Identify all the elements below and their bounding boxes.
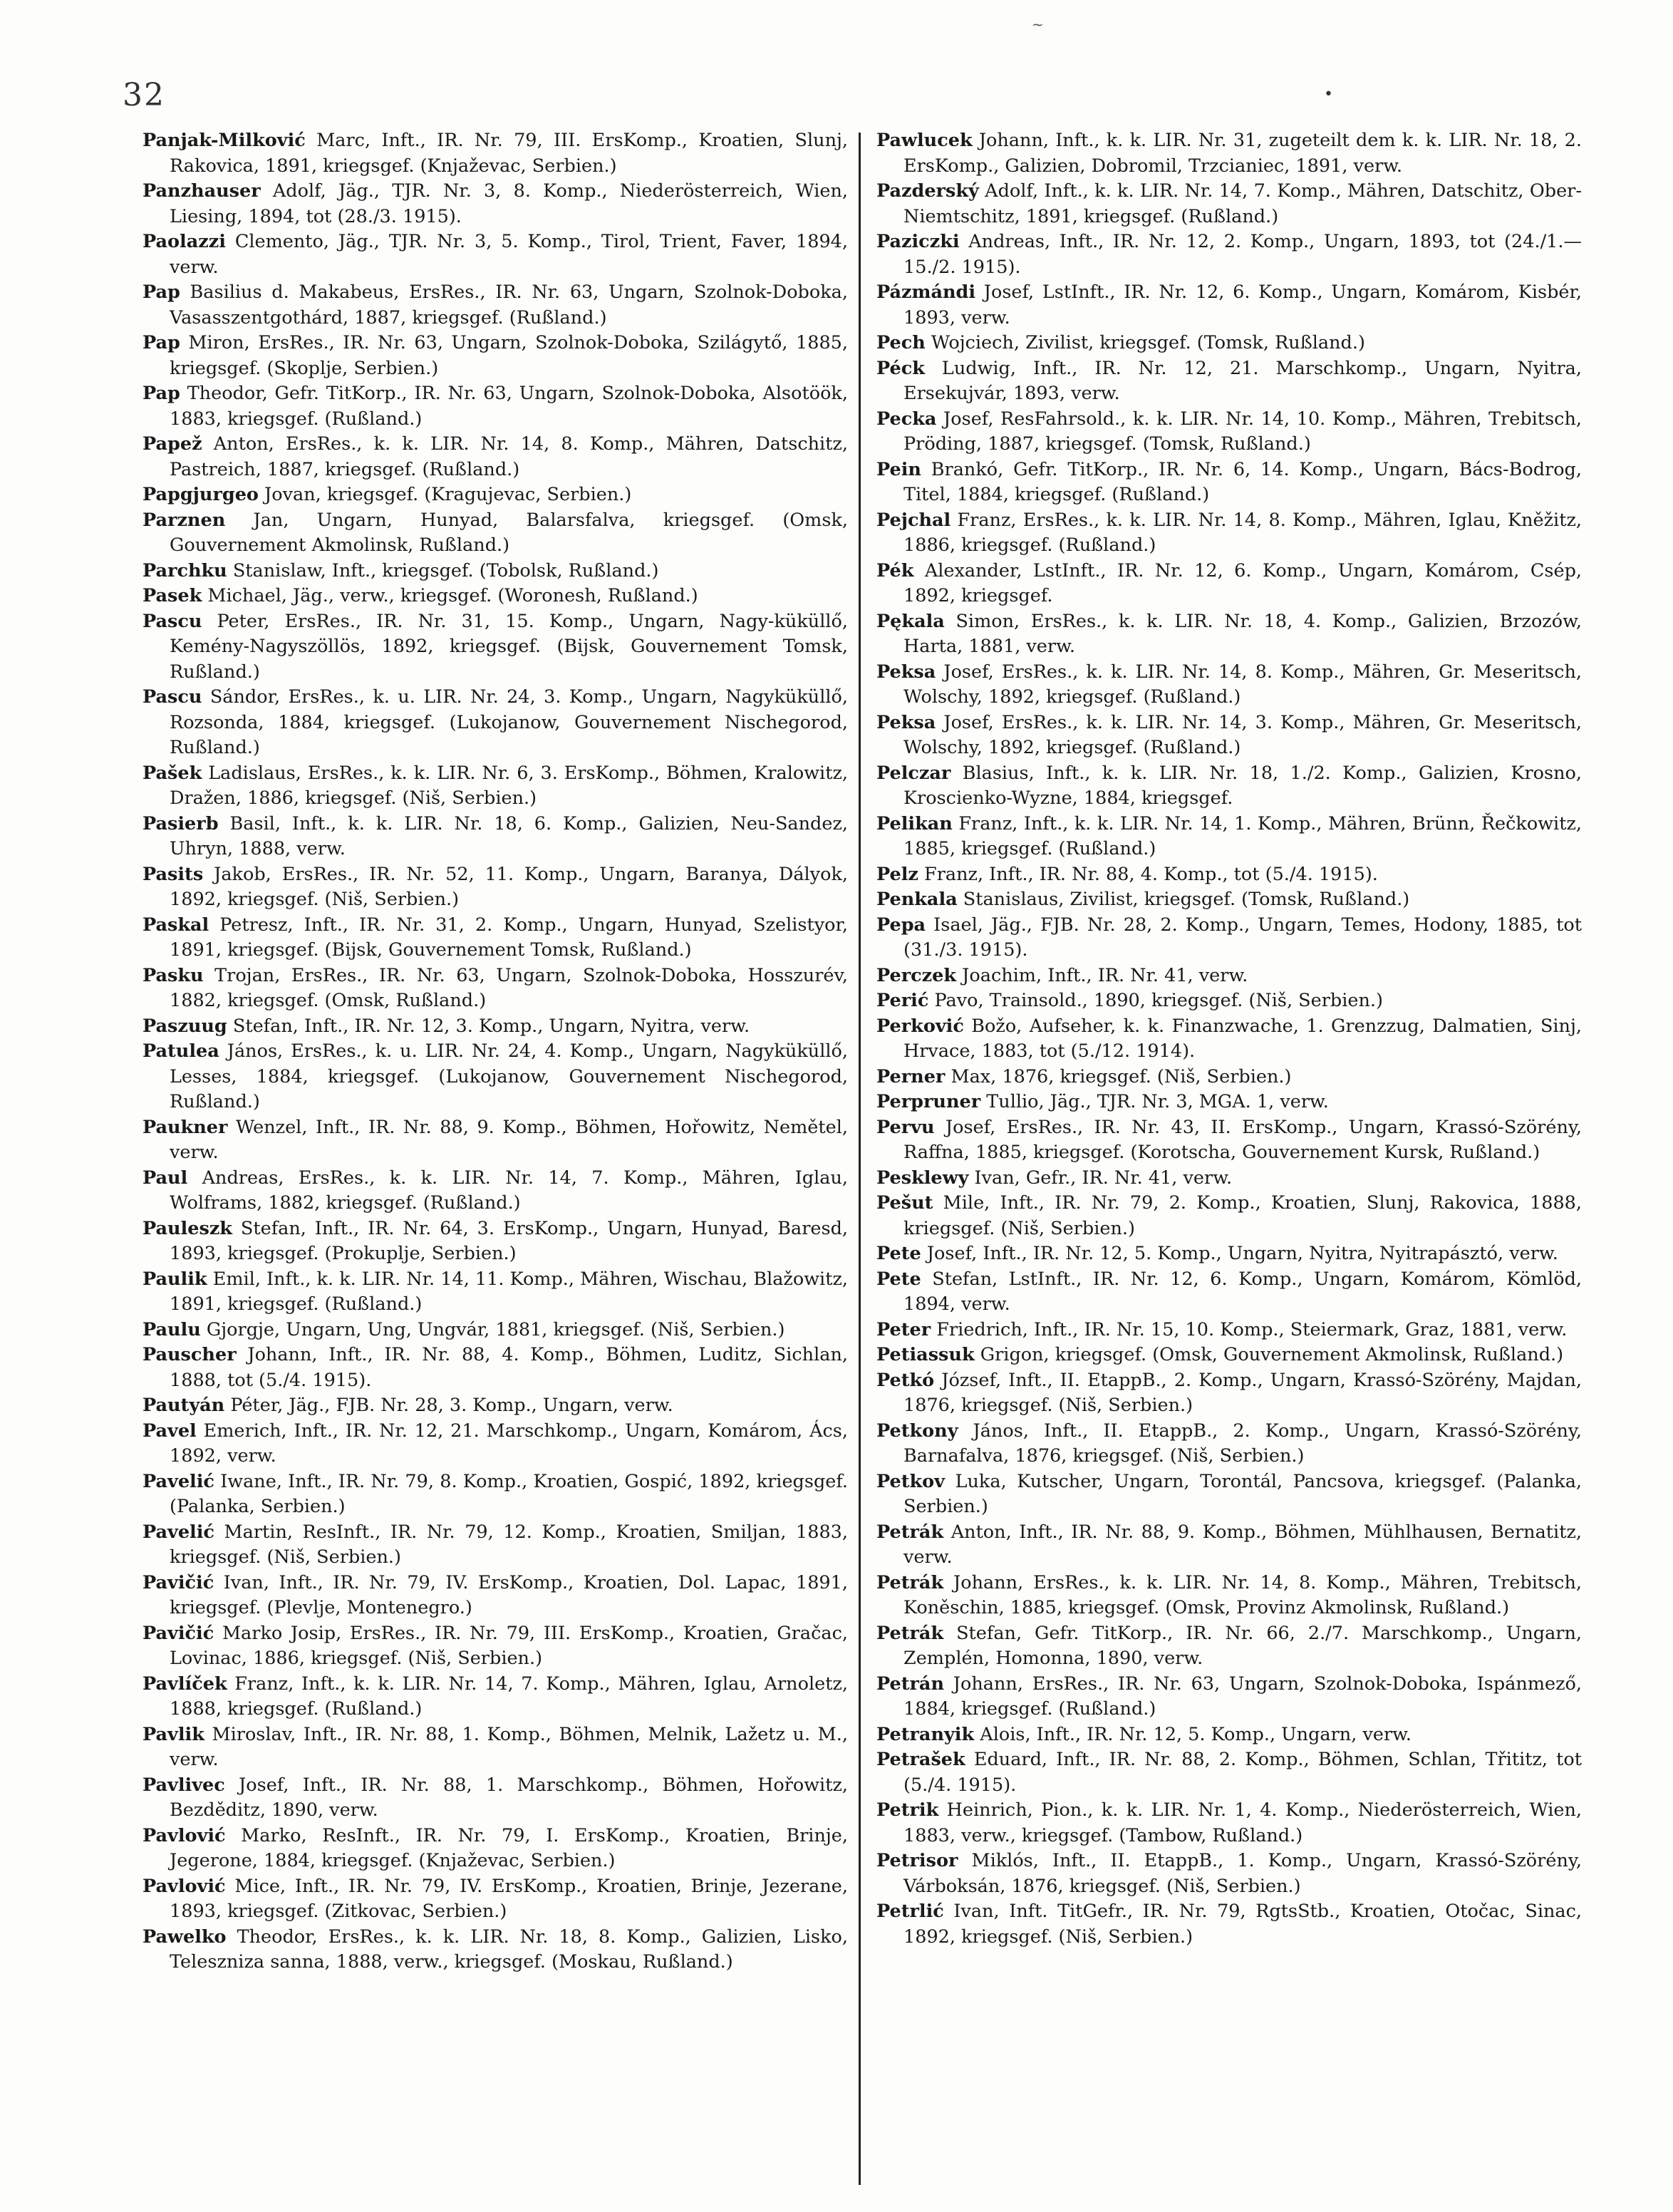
entry-details: Emerich, Inft., IR. Nr. 12, 21. Marschkomp., Ungarn, Komárom, Ács, 1892, verw. [170,1420,848,1467]
entry-surname: Pavičić [143,1571,214,1593]
entry-details: Emil, Inft., k. k. LIR. Nr. 14, 11. Komp., Mähren, Wischau, Blažowitz, 1891, kriegsgef. (Rußland.) [170,1268,848,1315]
list-entry [876,1798,1582,1849]
entry-surname: Pervu [876,1116,935,1138]
list-entry [876,862,1582,888]
entry-surname: Pawelko [143,1926,227,1948]
list-entry [876,963,1582,989]
entry-surname: Peter [876,1318,931,1340]
entry-details: Marko, ResInft., IR. Nr. 79, I. ErsKomp., Kroatien, Brinje, Jegerone, 1884, kriegsgef. (Knjaževac, Serbien.) [170,1824,848,1871]
entry-details: Heinrich, Pion., k. k. LIR. Nr. 1, 4. Komp., Niederösterreich, Wien, 1883, verw., kriegsgef. (Tambow, Rußland.) [903,1799,1582,1846]
entry-surname: Paskal [143,914,209,936]
entry-surname: Pavlik [143,1723,204,1745]
entry-surname: Pavelić [143,1521,214,1543]
entry-surname: Pesklewy [876,1167,969,1189]
entry-surname: Pascu [143,686,202,708]
entry-details: Josef, ErsRes., k. k. LIR. Nr. 14, 8. Komp., Mähren, Gr. Meseritsch, Wolschy, 1892, kriegsgef. (Rußland.) [903,661,1582,708]
entry-surname: Pavlíček [143,1673,227,1695]
entry-surname: Petkony [876,1420,958,1442]
entry-surname: Paolazzi [143,231,226,252]
entry-surname: Pelczar [876,762,951,784]
entry-surname: Pawlucek [876,130,973,151]
entry-details: Joachim, Inft., IR. Nr. 41, verw. [956,964,1248,986]
entry-surname: Pap [143,332,180,353]
list-entry [143,1393,848,1419]
list-entry [143,1267,848,1318]
list-entry [143,1115,848,1166]
entry-surname: Pasek [143,585,202,606]
list-entry [143,685,848,761]
entry-details: János, Inft., II. EtappB., 2. Komp., Ungarn, Krassó-Szörény, Barnafalva, 1876, kriegsgef. (Niš, Serbien.) [903,1420,1582,1467]
list-entry [143,1773,848,1824]
entry-surname: Pascu [143,610,202,632]
entry-details: Josef, ErsRes., k. k. LIR. Nr. 14, 3. Komp., Mähren, Gr. Meseritsch, Wolschy, 1892, kriegsgef. (Rußland.) [903,711,1582,758]
list-entry [876,1899,1582,1950]
list-entry [876,1621,1582,1672]
list-entry [143,331,848,381]
entry-details: Grigon, kriegsgef. (Omsk, Gouvernement Akmolinsk, Rußland.) [974,1344,1564,1365]
entry-details: Josef, ResFahrsold., k. k. LIR. Nr. 14, 10. Komp., Mähren, Trebitsch, Pröding, 1887, kriegsgef. (Tomsk, Rußland.) [903,408,1582,455]
entry-details: Anton, ErsRes., k. k. LIR. Nr. 14, 8. Komp., Mähren, Datschitz, Pastreich, 1887, kriegsgef. (Rußland.) [170,433,848,480]
entry-surname: Pavlović [143,1824,226,1846]
entry-surname: Petrán [876,1673,944,1695]
list-entry [876,1191,1582,1241]
list-entry [876,609,1582,660]
entry-surname: Petrlić [876,1901,944,1922]
entry-surname: Petrák [876,1622,944,1644]
list-entry [143,812,848,862]
list-entry [876,280,1582,331]
entry-details: Ludwig, Inft., IR. Nr. 12, 21. Marschkomp., Ungarn, Nyitra, Ersekujvár, 1893, verw. [903,357,1582,404]
entry-surname: Papež [143,433,202,455]
list-entry [143,761,848,812]
entry-surname: Paukner [143,1116,228,1138]
entry-details: Trojan, ErsRes., IR. Nr. 63, Ungarn, Szolnok-Doboka, Hosszurév, 1882, kriegsgef. (Omsk, Rußland.) [170,964,848,1011]
entry-surname: Paszuug [143,1015,227,1037]
entry-surname: Pein [876,458,921,480]
entry-surname: Pech [876,332,926,353]
entry-details: Alexander, LstInft., IR. Nr. 12, 6. Komp., Ungarn, Komárom, Csép, 1892, kriegsgef. [903,559,1582,606]
entry-surname: Pék [876,559,914,582]
entry-details: Brankó, Gefr. TitKorp., IR. Nr. 6, 14. Komp., Ungarn, Bács-Bodrog, Titel, 1884, kriegsgef. (Rußland.) [903,458,1582,505]
list-entry [876,660,1582,710]
entry-surname: Petkov [876,1470,945,1492]
entry-details: Sándor, ErsRes., k. u. LIR. Nr. 24, 3. Komp., Ungarn, Nagyküküllő, Rozsonda, 1884, kriegsgef. (Lukojanow, Gouvernement Nischegorod, Rußland.) [170,686,848,758]
entry-details: Johann, Inft., k. k. LIR. Nr. 31, zugeteilt dem k. k. LIR. Nr. 18, 2. ErsKomp., Galizien, Dobromil, Trzcianiec, 1891, verw. [903,130,1582,177]
scan-mark: ~ [1032,16,1044,33]
entry-surname: Pap [143,383,180,404]
entry-details: Iwane, Inft., IR. Nr. 79, 8. Komp., Kroatien, Gospić, 1892, kriegsgef. (Palanka, Serbien.) [170,1470,848,1517]
list-entry [876,229,1582,280]
entry-details: Pavo, Trainsold., 1890, kriegsgef. (Niš, Serbien.) [928,990,1383,1011]
entry-details: Max, 1876, kriegsgef. (Niš, Serbien.) [945,1065,1292,1087]
entry-surname: Perković [876,1015,964,1037]
entry-details: Stanislaw, Inft., kriegsgef. (Tobolsk, Rußland.) [227,559,659,582]
entry-details: Theodor, Gefr. TitKorp., IR. Nr. 63, Ungarn, Szolnok-Doboka, Alsotöök, 1883, kriegsgef. (Rußland.) [170,383,848,430]
list-entry [876,913,1582,963]
list-entry [143,1318,848,1343]
entry-details: Ivan, Gefr., IR. Nr. 41, verw. [968,1167,1233,1189]
list-entry [143,1621,848,1672]
entry-surname: Perczek [876,964,957,986]
entry-details: Josef, Inft., IR. Nr. 88, 1. Marschkomp., Böhmen, Hořowitz, Bezděditz, 1890, verw. [170,1774,848,1821]
list-entry [143,1014,848,1040]
list-entry [143,559,848,584]
list-entry [143,1039,848,1115]
entry-details: Miroslav, Inft., IR. Nr. 88, 1. Komp., Böhmen, Melnik, Lažetz u. M., verw. [170,1723,848,1770]
list-entry [143,1166,848,1216]
right-column [876,128,1582,1950]
list-entry [876,1115,1582,1166]
list-entry [143,1571,848,1621]
entry-surname: Pete [876,1268,921,1290]
entry-details: Johann, Inft., IR. Nr. 88, 4. Komp., Böhmen, Luditz, Sichlan, 1888, tot (5./4. 1915). [170,1344,848,1391]
entry-details: Friedrich, Inft., IR. Nr. 15, 10. Komp., Steiermark, Graz, 1881, verw. [931,1318,1568,1340]
entry-surname: Petrák [876,1521,944,1543]
entry-surname: Panzhauser [143,180,261,202]
list-entry [143,1343,848,1393]
entry-surname: Pap [143,281,180,303]
entry-surname: Pelikan [876,812,953,834]
entry-details: Wojciech, Zivilist, kriegsgef. (Tomsk, Rußland.) [925,332,1365,353]
entry-details: Martin, ResInft., IR. Nr. 79, 12. Komp., Kroatien, Smiljan, 1883, kriegsgef. (Niš, Serbien.) [170,1521,848,1568]
entry-surname: Panjak-Milković [143,130,306,151]
entry-surname: Penkala [876,889,958,910]
entry-details: Jakob, ErsRes., IR. Nr. 52, 11. Komp., Ungarn, Baranya, Dályok, 1892, kriegsgef. (Niš, Serbien.) [170,863,848,910]
list-entry [876,761,1582,812]
entry-details: Péter, Jäg., FJB. Nr. 28, 3. Komp., Ungarn, verw. [224,1395,673,1416]
entry-details: Andreas, ErsRes., k. k. LIR. Nr. 14, 7. Komp., Mähren, Iglau, Wolframs, 1882, kriegsgef. (Rußland.) [170,1167,848,1214]
list-entry [876,1318,1582,1343]
entry-details: Wenzel, Inft., IR. Nr. 88, 9. Komp., Böhmen, Hořowitz, Nemětel, verw. [170,1116,848,1163]
list-entry [876,1368,1582,1419]
entry-surname: Pauscher [143,1344,237,1365]
list-entry [876,1267,1582,1318]
list-entry [143,1722,848,1773]
entry-surname: Paziczki [876,231,960,252]
entry-surname: Petrašek [876,1749,965,1770]
entry-surname: Pelz [876,863,918,885]
entry-details: Ivan, Inft. TitGefr., IR. Nr. 79, RgtsStb., Kroatien, Otočac, Sinac, 1892, kriegsgef. (Niš, Serbien.) [903,1901,1582,1948]
list-entry [143,1824,848,1874]
entry-details: Mice, Inft., IR. Nr. 79, IV. ErsKomp., Kroatien, Brinje, Jezerane, 1893, kriegsgef. (Zitkovac, Serbien.) [170,1875,848,1922]
list-entry [876,1722,1582,1748]
entry-details: Isael, Jäg., FJB. Nr. 28, 2. Komp., Ungarn, Temes, Hodony, 1885, tot (31./3. 1915). [903,914,1582,961]
entry-details: Peter, ErsRes., IR. Nr. 31, 15. Komp., Ungarn, Nagy-küküllő, Kemény-Nagyszöllös, 1892, kriegsgef. (Bijsk, Gouvernement Tomsk, Rußland.) [170,610,848,683]
entry-details: Basil, Inft., k. k. LIR. Nr. 18, 6. Komp., Galizien, Neu-Sandez, Uhryn, 1888, verw. [170,812,848,859]
entry-surname: Paul [143,1167,188,1189]
entry-surname: Péck [876,357,925,379]
list-entry [143,381,848,432]
entry-surname: Pepa [876,914,926,936]
entry-details: Franz, ErsRes., k. k. LIR. Nr. 14, 8. Komp., Mähren, Iglau, Kněžitz, 1886, kriegsgef. (Rußland.) [903,509,1582,556]
entry-surname: Peksa [876,661,936,683]
entry-surname: Petrák [876,1571,944,1593]
list-entry [143,963,848,1014]
entry-details: József, Inft., II. EtappB., 2. Komp., Ungarn, Krassó-Szörény, Majdan, 1876, kriegsgef. (Niš, Serbien.) [903,1369,1582,1416]
entry-details: Andreas, Inft., IR. Nr. 12, 2. Komp., Ungarn, 1893, tot (24./1.—15./2. 1915). [903,231,1582,278]
entry-surname: Pasierb [143,812,219,834]
list-entry [876,1747,1582,1798]
entry-details: Ivan, Inft., IR. Nr. 79, IV. ErsKomp., Kroatien, Dol. Lapac, 1891, kriegsgef. (Plevlje, Montenegro.) [170,1571,848,1618]
entry-details: Theodor, ErsRes., k. k. LIR. Nr. 18, 8. Komp., Galizien, Lisko, Teleszniza sanna, 1888, verw., kriegsgef. (Moskau, Rußland.) [170,1926,848,1973]
list-entry [143,1469,848,1520]
entry-details: Anton, Inft., IR. Nr. 88, 9. Komp., Böhmen, Mühlhausen, Bernatitz, verw. [903,1521,1582,1568]
list-entry [143,584,848,609]
entry-surname: Petrisor [876,1850,958,1871]
entry-surname: Pázmándi [876,281,976,303]
list-entry [143,432,848,482]
entry-details: Luka, Kutscher, Ungarn, Torontál, Pancsova, kriegsgef. (Palanka, Serbien.) [903,1470,1582,1517]
entry-surname: Pavel [143,1420,197,1442]
list-entry [876,988,1582,1014]
entry-surname: Pauleszk [143,1217,232,1239]
list-entry [876,356,1582,407]
list-entry [876,458,1582,508]
list-entry [876,1014,1582,1065]
entry-details: Stanislaus, Zivilist, kriegsgef. (Tomsk, Rußland.) [957,889,1410,910]
list-entry [143,1925,848,1975]
entry-details: Simon, ErsRes., k. k. LIR. Nr. 18, 4. Komp., Galizien, Brzozów, Harta, 1881, verw. [903,610,1582,657]
list-entry [143,1216,848,1267]
entry-details: Franz, Inft., k. k. LIR. Nr. 14, 7. Komp., Mähren, Iglau, Arnoletz, 1888, kriegsgef. (Rußland.) [170,1673,848,1720]
entry-details: Jovan, kriegsgef. (Kragujevac, Serbien.) [258,484,632,505]
page-number: 32 [123,77,165,113]
list-entry [143,609,848,686]
entry-surname: Paulik [143,1268,207,1290]
entry-details: Miklós, Inft., II. EtappB., 1. Komp., Ungarn, Krassó-Szörény, Várboksán, 1876, kriegsgef. (Niš, Serbien.) [903,1850,1582,1897]
list-entry [876,1672,1582,1722]
entry-details: Stefan, Inft., IR. Nr. 64, 3. ErsKomp., Ungarn, Hunyad, Baresd, 1893, kriegsgef. (Prokuplje, Serbien.) [170,1217,848,1264]
list-entry [143,229,848,280]
column-divider [859,133,861,2185]
entry-details: Stefan, LstInft., IR. Nr. 12, 6. Komp., Ungarn, Komárom, Kömlöd, 1894, verw. [903,1268,1582,1315]
list-entry [143,1874,848,1925]
list-entry [143,1672,848,1722]
entry-details: Johann, ErsRes., IR. Nr. 63, Ungarn, Szolnok-Doboka, Ispánmező, 1884, kriegsgef. (Rußland.) [903,1673,1582,1720]
entry-surname: Pejchal [876,509,951,531]
entry-details: Franz, Inft., IR. Nr. 88, 4. Komp., tot (5./4. 1915). [918,863,1378,885]
entry-details: Josef, Inft., IR. Nr. 12, 5. Komp., Ungarn, Nyitra, Nyitrapásztó, verw. [921,1243,1558,1264]
entry-details: Alois, Inft., IR. Nr. 12, 5. Komp., Ungarn, verw. [974,1723,1412,1745]
list-entry [876,1343,1582,1368]
entry-surname: Pavlović [143,1875,226,1897]
entry-details: Basilius d. Makabeus, ErsRes., IR. Nr. 63, Ungarn, Szolnok-Doboka, Vasasszentgothárd, 1887, kriegsgef. (Rußland.) [170,281,848,329]
entry-details: Marc, Inft., IR. Nr. 79, III. ErsKomp., Kroatien, Slunj, Rakovica, 1891, kriegsgef. (Knjaževac, Serbien.) [170,130,848,177]
list-entry [876,1241,1582,1267]
list-entry [143,1419,848,1469]
list-entry [876,331,1582,356]
entry-details: Eduard, Inft., IR. Nr. 88, 2. Komp., Böhmen, Schlan, Třititz, tot (5./4. 1915). [903,1749,1582,1796]
entry-surname: Pavelić [143,1470,214,1492]
entry-surname: Petrik [876,1799,939,1821]
entry-details: Blasius, Inft., k. k. LIR. Nr. 18, 1./2. Komp., Galizien, Krosno, Kroscienko-Wyzne, 1884, kriegsgef. [903,762,1582,809]
entry-surname: Parznen [143,509,226,531]
entry-surname: Pasits [143,863,204,885]
left-column [143,128,848,1975]
entry-details: Jan, Ungarn, Hunyad, Balarsfalva, kriegsgef. (Omsk, Gouvernement Akmolinsk, Rußland.) [170,509,848,556]
list-entry [143,508,848,559]
entry-details: Adolf, Inft., k. k. LIR. Nr. 14, 7. Komp., Mähren, Datschitz, Ober-Niemtschitz, 1891, kriegsgef. (Rußland.) [903,180,1582,227]
entry-surname: Pavlivec [143,1774,225,1796]
entry-details: Josef, LstInft., IR. Nr. 12, 6. Komp., Ungarn, Komárom, Kisbér, 1893, verw. [903,281,1582,329]
entry-surname: Pautyán [143,1395,225,1416]
entry-details: Božo, Aufseher, k. k. Finanzwache, 1. Grenzzug, Dalmatien, Sinj, Hrvace, 1883, tot (5./12. 1914). [903,1015,1582,1062]
list-entry [143,179,848,229]
entry-details: Michael, Jäg., verw., kriegsgef. (Woronesh, Rußland.) [202,585,698,606]
entry-surname: Pazderský [876,180,979,202]
scan-dot: • [1324,86,1333,103]
list-entry [143,913,848,963]
entry-surname: Pecka [876,408,937,430]
entry-surname: Petkó [876,1369,935,1391]
entry-details: Josef, ErsRes., IR. Nr. 43, II. ErsKomp., Ungarn, Krassó-Szörény, Raffna, 1885, kriegsgef. (Korotscha, Gouvernement Kursk, Rußland.) [903,1116,1582,1163]
entry-surname: Pękala [876,610,945,632]
list-entry [876,1571,1582,1621]
list-entry [143,280,848,331]
entry-details: Miron, ErsRes., IR. Nr. 63, Ungarn, Szolnok-Doboka, Szilágytő, 1885, kriegsgef. (Skoplje, Serbien.) [170,332,848,379]
entry-surname: Papgjurgeo [143,484,259,505]
entry-surname: Pešut [876,1192,933,1214]
entry-details: Tullio, Jäg., TJR. Nr. 3, MGA. 1, verw. [980,1091,1329,1112]
list-entry [876,1849,1582,1899]
entry-surname: Petranyik [876,1723,975,1745]
list-entry [876,1090,1582,1115]
entry-surname: Parchku [143,559,227,582]
list-entry [876,1166,1582,1192]
entry-surname: Peksa [876,711,936,733]
list-entry [876,1065,1582,1090]
list-entry [876,559,1582,609]
entry-surname: Perner [876,1065,946,1087]
list-entry [143,128,848,179]
entry-details: Marko Josip, ErsRes., IR. Nr. 79, III. ErsKomp., Kroatien, Gračac, Lovinac, 1886, kriegsgef. (Niš, Serbien.) [170,1622,848,1669]
entry-surname: Paulu [143,1318,201,1340]
entry-details: Clemento, Jäg., TJR. Nr. 3, 5. Komp., Tirol, Trient, Faver, 1894, verw. [170,231,848,278]
list-entry [876,887,1582,913]
entry-surname: Patulea [143,1040,219,1062]
list-entry [876,179,1582,229]
entry-details: Stefan, Gefr. TitKorp., IR. Nr. 66, 2./7. Marschkomp., Ungarn, Zemplén, Homonna, 1890, verw. [903,1622,1582,1669]
entry-surname: Pašek [143,762,202,784]
list-entry [876,508,1582,559]
entry-details: Ladislaus, ErsRes., k. k. LIR. Nr. 6, 3. ErsKomp., Böhmen, Kralowitz, Dražen, 1886, kriegsgef. (Niš, Serbien.) [170,762,848,809]
entry-surname: Pete [876,1243,921,1264]
list-entry [876,128,1582,179]
entry-details: Stefan, Inft., IR. Nr. 12, 3. Komp., Ungarn, Nyitra, verw. [227,1015,750,1037]
entry-surname: Perpruner [876,1091,981,1112]
entry-details: Mile, Inft., IR. Nr. 79, 2. Komp., Kroatien, Slunj, Rakovica, 1888, kriegsgef. (Niš, Serbien.) [903,1192,1582,1239]
list-entry [876,812,1582,862]
entry-surname: Pasku [143,964,204,986]
list-entry [876,1520,1582,1571]
entry-details: Franz, Inft., k. k. LIR. Nr. 14, 1. Komp., Mähren, Brünn, Řečkowitz, 1885, kriegsgef. (Rußland.) [903,812,1582,859]
entry-details: Johann, ErsRes., k. k. LIR. Nr. 14, 8. Komp., Mähren, Trebitsch, Koněschin, 1885, kriegsgef. (Omsk, Provinz Akmolinsk, Rußland.) [903,1571,1582,1618]
list-entry [876,710,1582,761]
entry-surname: Perić [876,990,929,1011]
list-entry [876,1419,1582,1469]
list-entry [143,1520,848,1571]
list-entry [143,482,848,508]
entry-surname: Petiassuk [876,1344,975,1365]
entry-details: Adolf, Jäg., TJR. Nr. 3, 8. Komp., Niederösterreich, Wien, Liesing, 1894, tot (28./3. 1915). [170,180,848,227]
list-entry [876,1469,1582,1520]
list-entry [876,407,1582,458]
list-entry [143,862,848,913]
entry-details: János, ErsRes., k. u. LIR. Nr. 24, 4. Komp., Ungarn, Nagyküküllő, Lesses, 1884, kriegsgef. (Lukojanow, Gouvernement Nischegorod, Rußland.) [170,1040,848,1112]
entry-details: Petresz, Inft., IR. Nr. 31, 2. Komp., Ungarn, Hunyad, Szelistyor, 1891, kriegsgef. (Bijsk, Gouvernement Tomsk, Rußland.) [170,914,848,961]
entry-surname: Pavičić [143,1622,214,1644]
entry-details: Gjorgje, Ungarn, Ung, Ungvár, 1881, kriegsgef. (Niš, Serbien.) [200,1318,785,1340]
